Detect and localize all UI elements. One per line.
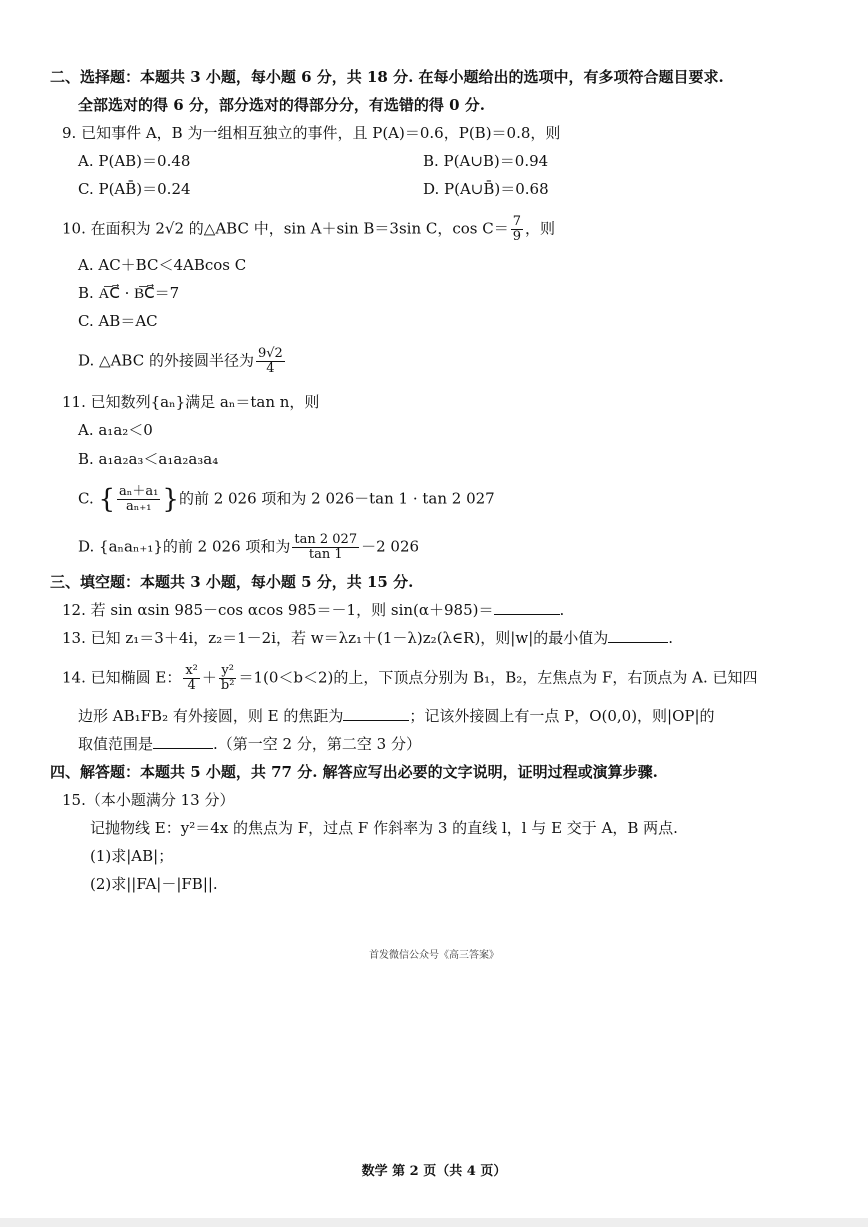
q14-f2-den: b² [220,678,235,693]
q9-option-c: C. P(AB̄)＝0.24 [78,180,191,198]
q12-text: 12. 若 sin αsin 985－cos αcos 985＝－1，则 sin(α＋985)＝ [62,601,494,619]
q10-option-b: B. A͞C⃗ · B͞C⃗＝7 [78,284,180,302]
scan-bottom-edge [0,1218,868,1227]
watermark-note: 首发微信公众号《高三答案》 [369,950,499,961]
q10-frac-num: 7 [512,214,522,229]
q11-d-fraction [292,533,359,562]
q9-option-d: D. P(A∪B̄)＝0.68 [423,180,549,198]
q10-option-c: C. AB＝AC [78,312,158,330]
q14-x-fraction [183,664,200,693]
q14-line3 [78,734,421,754]
q11-option-a: A. a₁a₂＜0 [78,421,153,439]
q10-stem-end: ，则 [525,219,556,238]
q11-d-num: tan 2 027 [294,532,358,547]
q14-text: 14. 已知椭圆 E： [62,668,182,687]
q15-part2: (2)求||FA|－|FB||. [90,875,218,893]
q12-answer-blank[interactable] [494,600,560,615]
q11-option-c [78,485,495,514]
q13-end: . [668,629,674,647]
q11-stem: 11. 已知数列{aₙ}满足 aₙ＝tan n，则 [62,393,320,411]
q14-answer-blank-1[interactable] [343,706,409,721]
q11-c-rest: 的前 2 026 项和为 2 026－tan 1 · tan 2 027 [178,489,495,508]
q14-plus: ＋ [201,668,217,687]
q14-y-fraction [219,664,237,693]
q9-option-b: B. P(A∪B)＝0.94 [423,152,549,170]
q10-stem-text: 10. 在面积为 2√2 的△ABC 中，sin A＋sin B＝3sin C，cos C＝ [62,219,509,238]
q14-line2-b: ；记该外接圆上有一点 P，O(0,0)，则|OP|的 [409,707,715,725]
q14-answer-blank-2[interactable] [153,734,213,749]
right-brace: } [162,484,179,515]
q11-option-d [78,533,419,562]
q10-frac-den: 9 [512,229,522,244]
section4-header: 四、解答题：本题共 5 小题，共 77 分. 解答应写出必要的文字说明，证明过程或演算步骤. [50,763,658,781]
q15-title: 15.（本小题满分 13 分） [62,791,235,809]
q10-d-num: 9√2 [257,346,283,361]
q13-stem [62,628,673,648]
q14-f1-num: x² [185,663,198,678]
q15-stem: 记抛物线 E：y²＝4x 的焦点为 F，过点 F 作斜率为 3 的直线 l，l 与 E 交于 A，B 两点. [90,819,678,837]
section2-header-line2: 全部选对的得 6 分，部分选对的得部分分，有选错的得 0 分. [78,96,485,114]
q14-stem [62,664,758,693]
q11-c-num: aₙ＋a₁ [119,484,159,499]
q10-option-a: A. AC＋BC＜4ABcos C [78,256,247,274]
q13-text: 13. 已知 z₁＝3＋4i，z₂＝1－2i，若 w＝λz₁＋(1－λ)z₂(λ∈R)，则|w|的最小值为 [62,629,609,647]
q9-option-a: A. P(AB)＝0.48 [78,152,191,170]
q11-d-end: －2 026 [361,537,420,556]
q10-option-d [78,347,287,376]
q10-d-den: 4 [266,361,275,376]
q14-f2-num: y² [219,664,237,679]
q11-option-b: B. a₁a₂a₃＜a₁a₂a₃a₄ [78,450,219,468]
q9-stem: 9. 已知事件 A，B 为一组相互独立的事件，且 P(A)＝0.6，P(B)＝0.8，则 [62,124,561,142]
q12-end: . [559,601,565,619]
q13-answer-blank[interactable] [608,628,668,643]
q14-line2-a: 边形 AB₁FB₂ 有外接圆，则 E 的焦距为 [78,707,344,725]
q11-d-den: tan 1 [308,547,343,562]
q14-line3-b: .（第一空 2 分，第二空 3 分） [213,735,421,753]
q15-part1: (1)求|AB|； [90,847,174,865]
q10-option-d-text: D. △ABC 的外接圆半径为 [78,351,254,370]
q11-c-den: aₙ₊₁ [125,499,152,514]
q14-text-b: ＝1(0＜b＜2)的上，下顶点分别为 B₁，B₂，左焦点为 F，右顶点为 A. 已知四 [238,668,758,687]
page-footer: 数学 第 2 页（共 4 页） [361,1164,507,1179]
q12-stem [62,600,564,620]
left-brace: { [98,484,116,515]
section2-header-line1: 二、选择题：本题共 3 小题，每小题 6 分，共 18 分. 在每小题给出的选项中，有多项符合题目要求. [50,68,724,86]
section3-header: 三、填空题：本题共 3 小题，每小题 5 分，共 15 分. [50,573,414,591]
q14-line3-a: 取值范围是 [78,735,154,753]
q10-stem [62,215,555,244]
q11-c-fraction [117,485,160,514]
q11-c-label: C. [78,489,94,508]
q14-line2 [78,706,715,726]
q11-d-text: D. {aₙaₙ₊₁}的前 2 026 项和为 [78,537,291,556]
q10-radius-fraction [256,347,285,376]
q10-cos-fraction [511,215,523,244]
q14-f1-den: 4 [187,678,196,693]
